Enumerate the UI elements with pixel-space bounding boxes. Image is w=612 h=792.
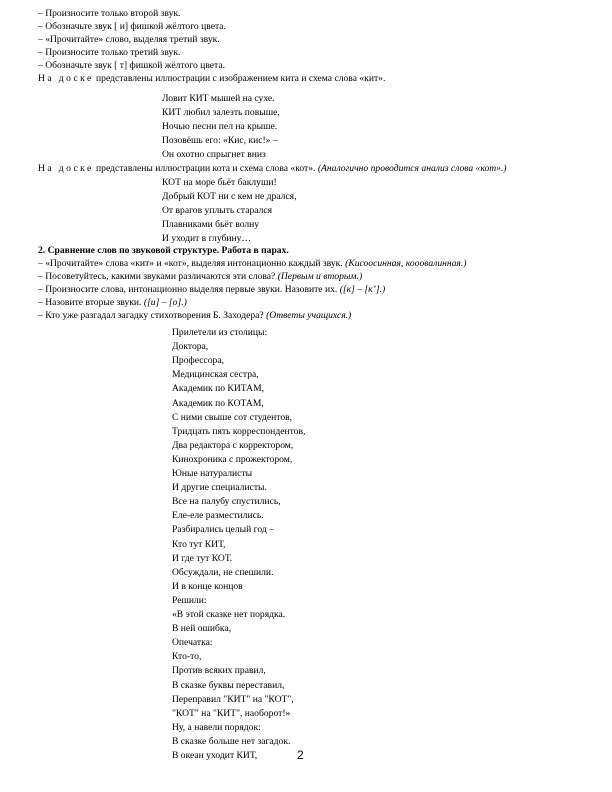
poem-line: Кто тут КИТ, <box>172 538 226 550</box>
poem-line: Добрый КОТ ни с кем не дрался, <box>162 191 297 202</box>
poem-line: Еле-еле разместились. <box>172 510 264 522</box>
poem-line: Кинохроника с прожектором, <box>172 453 293 465</box>
board-text: представлены иллюстрации кота и схема слова «кот». <box>96 163 316 174</box>
poem-line: В океан уходит КИТ, <box>172 750 258 761</box>
poem-line: Он охотно спрыгнет вниз <box>162 149 266 160</box>
task-line <box>38 284 385 296</box>
task-text: – «Прочитайте» слова «кит» и «кот», выделяя интонационно каждый звук. <box>38 258 343 269</box>
text-line: – «Прочитайте» слово, выделяя третий звук. <box>38 34 220 45</box>
task-text: – Кто уже разгадал загадку стихотворения Б. Заходера? <box>38 310 264 321</box>
task-line <box>38 310 351 322</box>
task-line <box>38 271 362 283</box>
task-answer: ([и] – [о].) <box>143 297 187 308</box>
poem-line: Все на палубу спустились, <box>172 496 281 508</box>
poem-line: "КОТ" на "КИТ", наоборот!» <box>172 707 291 719</box>
task-answer: ([к] – [к’].) <box>339 284 386 295</box>
task-text: – Посоветуйтесь, какими звуками различаются эти слова? <box>38 271 276 282</box>
poem-line: Обсуждали, не спешили. <box>172 566 274 578</box>
poem-line: «В этой сказке нет порядка. <box>172 609 286 620</box>
poem-line: Решили: <box>172 594 207 606</box>
poem-line: Тридцать пять корреспондентов, <box>172 425 306 437</box>
board-note-italic: (Аналогично проводится анализ слова «кот».) <box>317 163 507 174</box>
poem-line: В сказке больше нет загадок. <box>172 735 291 747</box>
poem-line: С ними свыше сот студентов, <box>172 411 293 423</box>
poem-line: Медицинская сестра, <box>172 369 259 381</box>
poem-line: Плавниками бьёт волну <box>162 219 260 230</box>
poem-line: Ночью песни пел на крыше. <box>162 121 278 132</box>
poem-line: Кто-то, <box>172 651 202 663</box>
poem-line: Два редактора с корректором, <box>172 439 294 451</box>
poem-line: Прилетели из столицы: <box>172 327 268 338</box>
poem-line: И где тут КОТ. <box>172 552 233 564</box>
section-heading: 2. Сравнение слов по звуковой структуре. Работа в парах. <box>38 245 289 256</box>
poem-line: И уходит в глубину… <box>162 233 252 244</box>
poem-line: Ловит КИТ мышей на сухе. <box>162 93 275 104</box>
poem-line: Академик по КИТАМ, <box>172 383 265 395</box>
task-answer: (Кисоосинная, кооовалинная.) <box>345 258 467 269</box>
poem-line: И другие специалисты. <box>172 482 267 494</box>
poem-line: Позовёшь его: «Кис, кис!» – <box>162 135 278 146</box>
poem-line: Юные натуралисты <box>172 468 253 479</box>
task-text: – Произносите слова, интонационно выделяя первые звуки. Назовите их. <box>38 284 338 295</box>
text-line: – Обозначьте звук [ т] фишкой жёлтого цвета. <box>38 60 226 71</box>
board-label: На доске <box>38 73 94 84</box>
poem-line: Профессора, <box>172 355 225 367</box>
poem-line: Ну, а навели порядок: <box>172 721 261 733</box>
poem-line: И в конце концов <box>172 580 243 592</box>
page-number: 2 <box>297 748 304 762</box>
text-line: – Обозначьте звук [ и] фишкой жёлтого цвета. <box>38 21 226 32</box>
poem-line: Опечатка: <box>172 637 213 649</box>
task-answer: (Ответы учащихся.) <box>266 310 352 321</box>
poem-line: В ней ошибка, <box>172 623 232 635</box>
poem-line: Переправил "КИТ" на "КОТ", <box>172 693 294 705</box>
poem-line: КИТ любил залезть повыше, <box>162 107 280 118</box>
board-note-1 <box>38 73 385 85</box>
task-line <box>38 297 187 309</box>
board-note-2 <box>38 163 507 175</box>
task-answer: (Первым и вторым.) <box>277 271 363 282</box>
poem-line: В сказке буквы переставил, <box>172 679 285 691</box>
task-line <box>38 258 467 270</box>
poem-line: Академик по КОТАМ, <box>172 397 264 409</box>
poem-line: Против всяких правил, <box>172 665 266 677</box>
poem-line: От врагов уплыть старался <box>162 205 273 216</box>
board-label: На доске <box>38 163 94 174</box>
text-line: – Произносите только третий звук. <box>38 47 181 58</box>
poem-line: КОТ на море бьёт баклуши! <box>162 177 277 188</box>
text-line: – Произносите только второй звук. <box>38 8 181 19</box>
poem-line: Разбирались целый год – <box>172 524 274 536</box>
poem-line: Доктора, <box>172 341 209 353</box>
task-text: – Назовите вторые звуки. <box>38 297 142 308</box>
board-text: представлены иллюстрации с изображением кита и схема слова «кит». <box>96 73 386 84</box>
